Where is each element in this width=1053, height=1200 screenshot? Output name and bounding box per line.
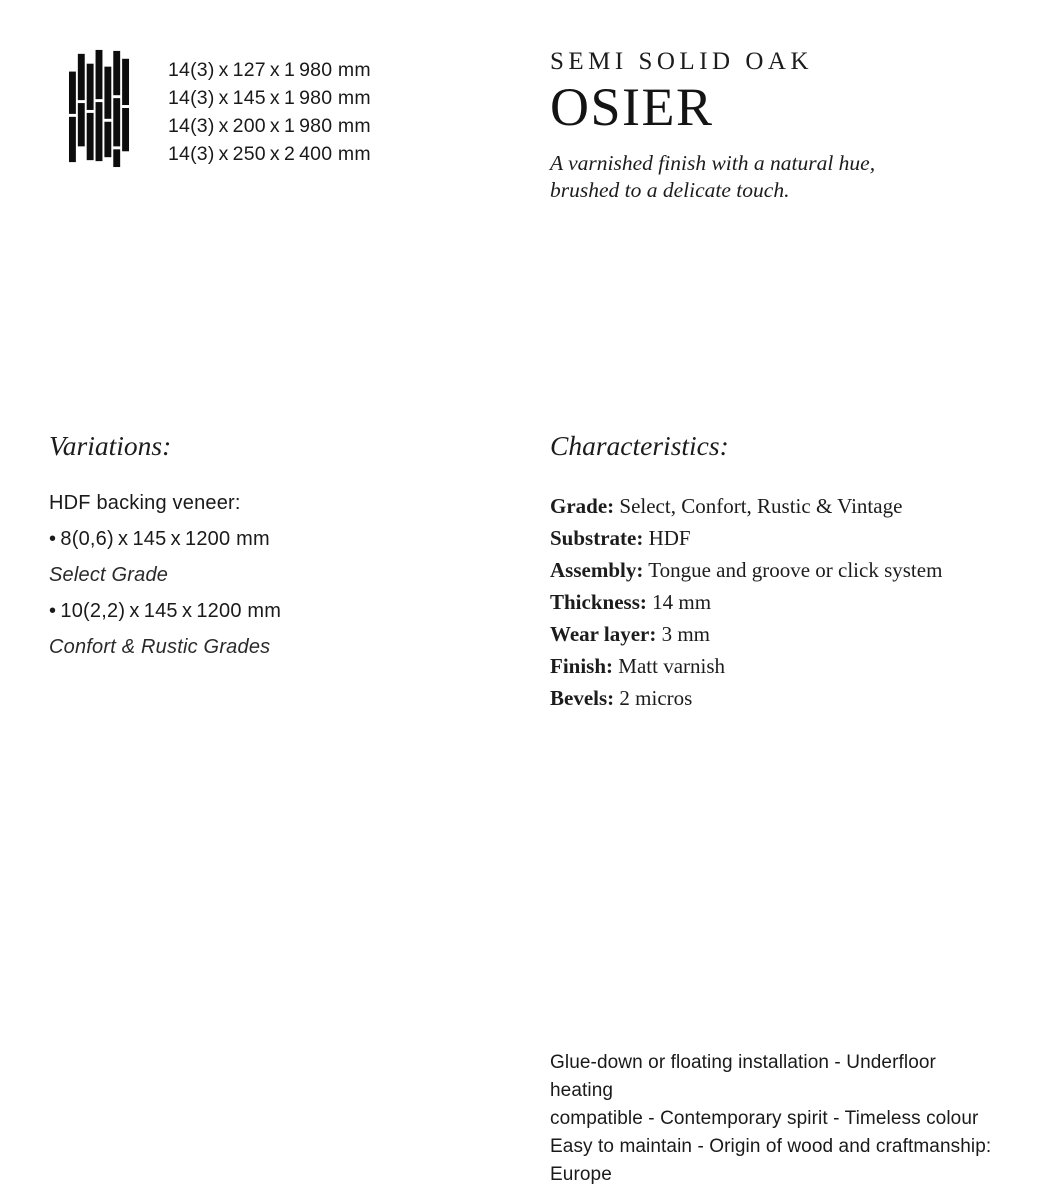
variation-item: HDF backing veneer: [49, 492, 241, 514]
characteristic-value: Select, Confort, Rustic & Vintage [619, 494, 903, 518]
characteristic-row [550, 522, 1010, 554]
variation-grade-note: Confort & Rustic Grades [49, 636, 271, 658]
characteristic-label: Assembly: [550, 558, 644, 582]
characteristic-label: Grade: [550, 494, 615, 518]
installation-notes-line: Glue-down or floating installation - Underfloor heating [550, 1052, 936, 1101]
characteristic-label: Thickness: [550, 590, 647, 614]
installation-notes [550, 1049, 1002, 1189]
tagline-line: A varnished finish with a natural hue, [550, 151, 876, 175]
characteristic-value: 3 mm [661, 622, 710, 646]
dimension-list [168, 56, 371, 168]
characteristic-label: Wear layer: [550, 622, 657, 646]
variations-heading: Variations: [49, 430, 172, 461]
product-category: SEMI SOLID OAK [550, 48, 813, 75]
characteristic-value: 2 micros [619, 686, 693, 710]
variation-item: • 10(2,2) x 145 x 1200 mm [49, 600, 282, 622]
installation-notes-line: Europe [550, 1164, 612, 1185]
title-block [550, 48, 1010, 204]
dimension-line: 14(3) x 127 x 1 980 mm [168, 59, 371, 81]
dimension-line: 14(3) x 145 x 1 980 mm [168, 87, 371, 109]
installation-notes-line: compatible - Contemporary spirit - Timeless colour [550, 1108, 979, 1129]
characteristic-value: Tongue and groove or click system [648, 558, 943, 582]
characteristic-row [550, 682, 1010, 714]
characteristic-row [550, 586, 1010, 618]
characteristic-label: Substrate: [550, 526, 644, 550]
product-tagline [550, 150, 1010, 204]
variation-grade-note: Select Grade [49, 564, 169, 586]
dimension-line: 14(3) x 200 x 1 980 mm [168, 115, 371, 137]
characteristics-section [550, 430, 1010, 714]
plank-pattern-logo-icon [68, 45, 130, 169]
characteristic-label: Bevels: [550, 686, 615, 710]
characteristic-row [550, 490, 1010, 522]
characteristic-row [550, 650, 1010, 682]
characteristic-label: Finish: [550, 654, 614, 678]
characteristics-heading: Characteristics: [550, 430, 729, 461]
installation-notes-line: Easy to maintain - Origin of wood and craftmanship: [550, 1136, 992, 1157]
characteristics-list [550, 490, 1010, 714]
variations-section [49, 430, 479, 665]
characteristic-value: HDF [648, 526, 691, 550]
characteristic-value: Matt varnish [618, 654, 726, 678]
tagline-line: brushed to a delicate touch. [550, 178, 790, 202]
characteristic-row [550, 554, 1010, 586]
variation-item: • 8(0,6) x 145 x 1200 mm [49, 528, 270, 550]
product-name: OSIER [550, 77, 714, 137]
characteristic-row [550, 618, 1010, 650]
dimension-line: 14(3) x 250 x 2 400 mm [168, 143, 371, 165]
variations-list [49, 485, 479, 665]
characteristic-value: 14 mm [652, 590, 712, 614]
